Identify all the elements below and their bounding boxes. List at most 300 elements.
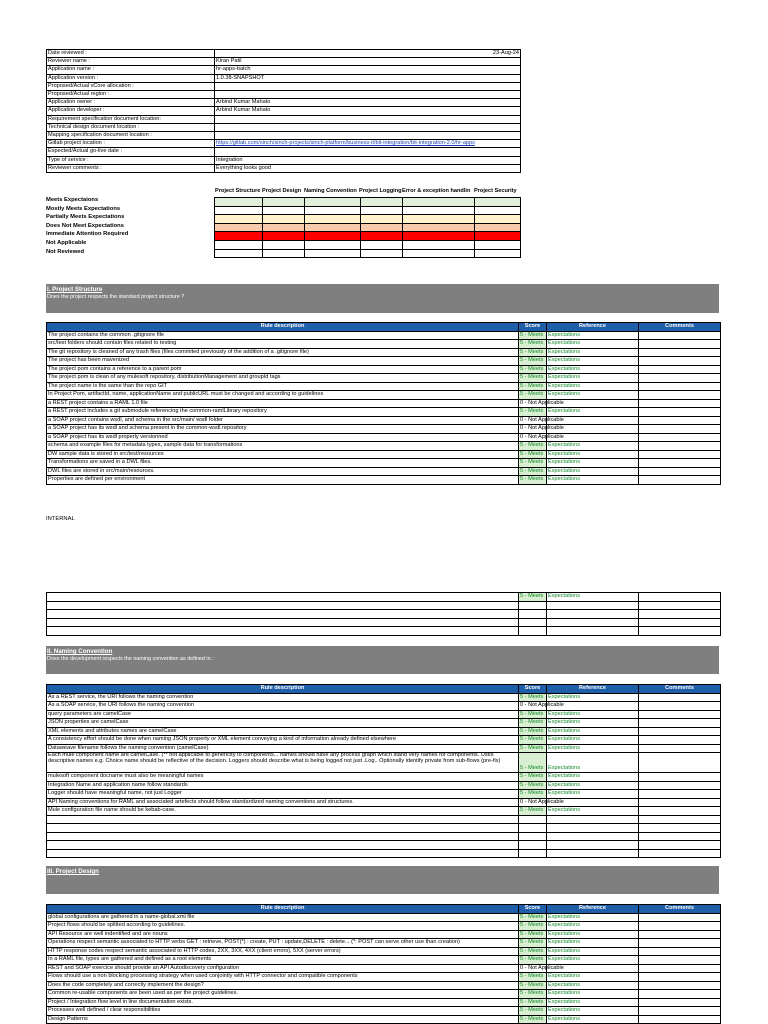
rule-cell: As a SOAP service, the URI follows the naming convention [47, 702, 519, 711]
comments-cell[interactable] [639, 736, 721, 745]
score-cell[interactable]: 5 - Meets [519, 990, 547, 999]
legend-col-project-design: Project Design [262, 188, 302, 194]
reference-cell: Expectations [547, 998, 639, 1007]
comments-cell[interactable] [639, 773, 721, 782]
legend-cell[interactable] [215, 198, 263, 207]
rule-cell: REST and SOAP exercice should provide an API Autodiscovery configuration [47, 964, 519, 973]
rule-cell: API Naming conventions for RAML and associated artefects should follow standardized naming conventions and structures. [47, 798, 519, 807]
header-comments: Comments [639, 685, 721, 694]
info-row [47, 148, 521, 156]
score-cell[interactable]: 5 - Meets [519, 476, 547, 485]
comments-cell[interactable] [639, 841, 721, 850]
reference-cell: Expectations [547, 357, 639, 366]
comments-cell[interactable] [639, 744, 721, 753]
info-label: Expected/Actual go-live date : [47, 148, 215, 156]
header-score: Score [519, 685, 547, 694]
legend-cell[interactable] [263, 249, 305, 258]
comments-cell[interactable] [639, 442, 721, 451]
score-cell[interactable]: 5 - Meets [519, 374, 547, 383]
score-cell[interactable]: 0 - Not Applicable [520, 964, 564, 971]
comments-cell[interactable] [639, 408, 721, 417]
comments-cell[interactable] [639, 702, 721, 711]
comments-cell[interactable] [639, 476, 721, 485]
reference-cell: Expectations [547, 382, 639, 391]
info-value[interactable]: https://gitlab.com/sinch/sinch-projects/sinch-platform/business-it/bit-integration/bit-integration-2.0/hr-apps [215, 140, 521, 148]
legend-col-error-handling: Error & exception handlin [402, 188, 471, 194]
legend-col-project-logging: Project Logging [359, 188, 402, 194]
comments-cell[interactable] [639, 593, 721, 602]
table-row [47, 973, 721, 982]
rule-cell: The project contains the common .gitignore file [47, 331, 519, 340]
rule-cell: JSON properties are camelCase [47, 719, 519, 728]
legend-cell[interactable] [403, 240, 475, 249]
rule-cell: a SOAP project has its wsdl and schema present in the common-wsdl repository [47, 425, 519, 434]
comments-cell[interactable] [639, 727, 721, 736]
score-cell[interactable]: 5 - Meets [519, 736, 547, 745]
info-row [47, 74, 521, 82]
score-cell[interactable]: 5 - Meets [519, 442, 547, 451]
header-comments: Comments [639, 905, 721, 914]
legend-cell[interactable] [305, 215, 361, 224]
comments-cell[interactable] [639, 399, 721, 408]
score-cell[interactable]: 0 - Not Applicable [520, 425, 564, 431]
table-row [47, 601, 721, 610]
reference-cell: Expectations [547, 408, 639, 417]
info-row [47, 156, 521, 164]
legend-cell[interactable] [475, 249, 521, 258]
rule-cell: The project has been mavenized [47, 357, 519, 366]
comments-cell[interactable] [639, 990, 721, 999]
comments-cell[interactable] [639, 450, 721, 459]
score-cell[interactable]: 0 - Not Applicable [520, 416, 564, 423]
table-row [47, 408, 721, 417]
comments-cell[interactable] [639, 467, 721, 476]
rule-cell: A consistency effort should be done when naming JSON property or XML element conveying a kind of information already defined elsewhere [47, 736, 519, 745]
comments-cell[interactable] [639, 340, 721, 349]
score-cell[interactable]: 0 - Not Applicable [520, 399, 564, 406]
empty-cell [547, 824, 639, 833]
rule-cell: schema and example files for metadata types, sample data for transformations [47, 442, 519, 451]
reference-cell: Expectations [547, 593, 639, 602]
comments-cell[interactable] [639, 693, 721, 702]
comments-cell[interactable] [639, 391, 721, 400]
header-score: Score [519, 323, 547, 332]
reference-cell: Expectations [547, 727, 639, 736]
reference-cell: Expectations [547, 459, 639, 468]
score-cell[interactable]: 5 - Meets [519, 593, 547, 602]
legend-cell[interactable] [215, 206, 263, 215]
legend-col-project-security: Project Security [474, 188, 517, 194]
reference-cell: Expectations [547, 939, 639, 948]
legend-cell[interactable] [215, 223, 263, 232]
comments-cell[interactable] [639, 382, 721, 391]
table-row [47, 365, 721, 374]
info-value [215, 91, 521, 99]
info-value: Everything looks good [215, 164, 521, 172]
info-row [47, 66, 521, 74]
table-row [47, 618, 721, 627]
rule-cell: Design Patterns [47, 1015, 519, 1024]
reference-cell: Expectations [547, 391, 639, 400]
empty-cell [547, 841, 639, 850]
score-cell[interactable]: 5 - Meets [519, 947, 547, 956]
reference-cell: Expectations [547, 790, 639, 799]
comments-cell[interactable] [639, 824, 721, 833]
score-cell[interactable]: 5 - Meets [519, 727, 547, 736]
legend-cell[interactable] [263, 206, 305, 215]
legend-cell[interactable] [403, 232, 475, 241]
score-cell[interactable]: 0 - Not Applicable [520, 433, 564, 440]
info-label: Proposed/Actual vCore allocation : [47, 82, 215, 90]
score-cell[interactable]: 5 - Meets [519, 450, 547, 459]
info-row [47, 82, 521, 90]
section-title: I. Project Structure [47, 286, 103, 293]
info-row [47, 132, 521, 140]
score-cell[interactable]: 5 - Meets [519, 753, 547, 773]
info-value [215, 148, 521, 156]
comments-cell[interactable] [639, 710, 721, 719]
legend-cell[interactable] [305, 198, 361, 207]
comments-cell[interactable] [639, 798, 721, 807]
score-cell[interactable]: 5 - Meets [519, 939, 547, 948]
legend-cell[interactable] [475, 206, 521, 215]
table-row [47, 610, 721, 619]
info-value: hr-apps-batch [215, 66, 521, 74]
comments-cell[interactable] [639, 433, 721, 442]
score-cell[interactable]: 5 - Meets [519, 998, 547, 1007]
legend-cell[interactable] [361, 215, 403, 224]
table-row [47, 348, 721, 357]
legend-cell[interactable] [263, 198, 305, 207]
legend-cell[interactable] [305, 223, 361, 232]
rule-cell: Does the code completely and correctly implement the design? [47, 981, 519, 990]
legend-cell[interactable] [475, 198, 521, 207]
score-cell[interactable]: 5 - Meets [519, 693, 547, 702]
reference-cell: Expectations [547, 913, 639, 922]
table-row [47, 391, 721, 400]
score-cell[interactable]: 5 - Meets [519, 340, 547, 349]
score-cell[interactable]: 5 - Meets [519, 930, 547, 939]
table-row [47, 736, 721, 745]
header-rule: Rule description [47, 905, 519, 914]
comments-cell[interactable] [639, 416, 721, 425]
rule-cell: a SOAP project has its wsdl properly versionned [47, 433, 519, 442]
legend-row [215, 232, 521, 241]
legend-cell[interactable] [305, 240, 361, 249]
empty-cell [47, 841, 519, 850]
legend-cell[interactable] [215, 215, 263, 224]
legend-cell[interactable] [475, 223, 521, 232]
comments-cell[interactable] [639, 425, 721, 434]
legend-cell[interactable] [305, 232, 361, 241]
empty-cell [519, 815, 547, 824]
table-row [47, 1015, 721, 1024]
empty-cell [519, 832, 547, 841]
legend-cell[interactable] [403, 198, 475, 207]
info-value [215, 115, 521, 123]
legend-cell[interactable] [403, 223, 475, 232]
reference-cell: Expectations [547, 922, 639, 931]
info-row [47, 164, 521, 172]
legend-cell[interactable] [215, 249, 263, 258]
legend-cell[interactable] [215, 232, 263, 241]
legend-cell[interactable] [475, 215, 521, 224]
rule-cell: Project / Integration flow level in line documentation exists. [47, 998, 519, 1007]
table-row [47, 340, 721, 349]
score-cell[interactable]: 5 - Meets [519, 382, 547, 391]
legend-label: Partially Meets Expectations [46, 214, 125, 221]
info-value: 23-Aug-24 [215, 50, 521, 58]
rule-cell: Processes well defined / clear responsibilities [47, 1007, 519, 1016]
reference-cell: Expectations [547, 340, 639, 349]
legend-cell[interactable] [305, 249, 361, 258]
comments-cell[interactable] [639, 832, 721, 841]
rule-cell: DWL files are stored in src/main/resources. [47, 467, 519, 476]
comments-cell[interactable] [639, 753, 721, 773]
empty-cell [547, 815, 639, 824]
legend-cell[interactable] [361, 240, 403, 249]
comments-cell[interactable] [639, 913, 721, 922]
score-cell[interactable]: 5 - Meets [519, 790, 547, 799]
rule-cell: src/test folders should contain files related to testing [47, 340, 519, 349]
section-subtitle: Does the development respects the naming convention as defined in : [47, 656, 214, 662]
legend-cell[interactable] [475, 240, 521, 249]
table-row [47, 930, 721, 939]
table-row [47, 476, 721, 485]
legend-label: Not Reviewed [46, 248, 85, 255]
legend-col-naming-convention: Naming Convention [304, 188, 357, 194]
rule-cell: HTTP response codes respect semantic associated to HTTP codes, 2XX, 3XX, 4XX (client errors), 5XX (server errors) [47, 947, 519, 956]
table-row [47, 593, 721, 602]
table-row [47, 956, 721, 965]
legend-cell[interactable] [403, 249, 475, 258]
comments-cell[interactable] [639, 807, 721, 816]
score-cell[interactable]: 5 - Meets [519, 973, 547, 982]
score-cell[interactable]: 5 - Meets [519, 391, 547, 400]
internal-label: INTERNAL [46, 516, 75, 522]
legend-col-project-structure: Project Structure [215, 188, 261, 194]
score-cell[interactable]: 5 - Meets [519, 467, 547, 476]
score-cell[interactable]: 5 - Meets [519, 1015, 547, 1024]
score-cell[interactable]: 0 - Not Applicable [520, 798, 564, 805]
info-label: Type of service : [47, 156, 215, 164]
reference-cell: Expectations [547, 365, 639, 374]
score-cell[interactable]: 5 - Meets [519, 331, 547, 340]
info-row [47, 50, 521, 58]
info-value: 1.0.38-SNAPSHOT [215, 74, 521, 82]
info-label: Application developer : [47, 107, 215, 115]
rule-cell: global configurations are gathered in a name-global.xml file [47, 913, 519, 922]
section-header-project-structure [46, 284, 719, 313]
info-value: Integration [215, 156, 521, 164]
legend-cell[interactable] [361, 249, 403, 258]
legend-cell[interactable] [305, 206, 361, 215]
score-cell[interactable]: 5 - Meets [519, 459, 547, 468]
table-row [47, 781, 721, 790]
comments-cell[interactable] [639, 947, 721, 956]
legend-cell[interactable] [361, 206, 403, 215]
table-row [47, 824, 721, 833]
reference-cell: Expectations [547, 744, 639, 753]
rules-table-project-structure [46, 322, 721, 485]
comments-cell[interactable] [639, 981, 721, 990]
legend-cell[interactable] [215, 240, 263, 249]
rule-cell: Each mule component name are camelCase. (** not applicable to genericity to components... names should have any process graph which stand very names for components. Uses descriptive names e.g. Choice name should be reflective of the decision. Loggers should describe what is being logged not just .Log.. Optionally identify private from sub-flows (pre-fix) [47, 753, 519, 773]
info-row [47, 58, 521, 66]
rule-cell: In a RAML file, types are gathered and defined as a root elements [47, 956, 519, 965]
table-row [47, 416, 721, 425]
rule-cell: a REST project includes a git submodule referencing the common-ramlLibrary repository [47, 408, 519, 417]
score-cell[interactable]: 5 - Meets [519, 807, 547, 816]
comments-cell[interactable] [639, 849, 721, 858]
info-label: Gitlab project location : [47, 140, 215, 148]
table-row [47, 981, 721, 990]
header-rule: Rule description [47, 323, 519, 332]
table-row [47, 753, 721, 773]
rule-cell: DW sample data is stored in src/test/resources [47, 450, 519, 459]
comments-cell[interactable] [639, 790, 721, 799]
comments-cell[interactable] [639, 922, 721, 931]
info-label: Reviewer comments : [47, 164, 215, 172]
comments-cell[interactable] [639, 357, 721, 366]
comments-cell[interactable] [639, 348, 721, 357]
reference-cell: Expectations [547, 773, 639, 782]
comments-cell[interactable] [639, 459, 721, 468]
legend-label: Immediate Attention Required [46, 231, 129, 238]
legend-cell[interactable] [361, 232, 403, 241]
table-row [47, 939, 721, 948]
info-label: Technical design document location : [47, 123, 215, 131]
table-row [47, 841, 721, 850]
info-row [47, 99, 521, 107]
legend-cell[interactable] [263, 223, 305, 232]
info-label: Proposed/Actual region : [47, 91, 215, 99]
section-title: II. Naming Convention [47, 648, 113, 655]
table-row [47, 807, 721, 816]
table-row [47, 719, 721, 728]
comments-cell[interactable] [639, 939, 721, 948]
score-cell[interactable]: 5 - Meets [519, 710, 547, 719]
info-value [215, 132, 521, 140]
table-row [47, 425, 721, 434]
legend-cell[interactable] [403, 206, 475, 215]
empty-cell [519, 841, 547, 850]
comments-cell[interactable] [639, 719, 721, 728]
rule-cell: Logger should have meaningful name, not just Logger [47, 790, 519, 799]
info-label: Requirement specification document location: [47, 115, 215, 123]
legend-cell[interactable] [475, 232, 521, 241]
legend-row [215, 198, 521, 207]
score-cell[interactable]: 5 - Meets [519, 1007, 547, 1016]
info-value [215, 123, 521, 131]
score-cell[interactable]: 5 - Meets [519, 408, 547, 417]
review-info-table [46, 49, 521, 173]
reference-cell: Expectations [547, 736, 639, 745]
score-cell[interactable]: 5 - Meets [519, 719, 547, 728]
table-row [47, 790, 721, 799]
comments-cell[interactable] [639, 781, 721, 790]
rule-cell: Operations respect semantic associated to HTTP verbs GET : retrieve, POST(*) : create, PUT : update,DELETE : delete... (*: POST can serve other use than creation) [47, 939, 519, 948]
empty-cell [519, 824, 547, 833]
score-cell[interactable]: 5 - Meets [519, 744, 547, 753]
rule-cell: XML elements and attributes names are camelCase [47, 727, 519, 736]
score-cell[interactable]: 5 - Meets [519, 348, 547, 357]
table-row [47, 374, 721, 383]
comments-cell[interactable] [639, 956, 721, 965]
legend-cell[interactable] [263, 240, 305, 249]
legend-grid [214, 197, 521, 258]
comments-cell[interactable] [639, 331, 721, 340]
comments-cell[interactable] [639, 930, 721, 939]
table-row [47, 459, 721, 468]
empty-cell [547, 849, 639, 858]
table-row [47, 832, 721, 841]
legend-row [215, 206, 521, 215]
reference-cell: Expectations [547, 467, 639, 476]
header-score: Score [519, 905, 547, 914]
table-row [47, 433, 721, 442]
rule-cell: a SOAP project contains wsdl, and schema in the src/main/ wsdl folder [47, 416, 519, 425]
legend-cell[interactable] [263, 215, 305, 224]
comments-cell[interactable] [639, 365, 721, 374]
table-header-row [47, 905, 721, 914]
comments-cell[interactable] [639, 815, 721, 824]
score-cell[interactable]: 5 - Meets [519, 773, 547, 782]
legend-label: Not Applicable [46, 240, 87, 246]
legend-cell[interactable] [403, 215, 475, 224]
legend-cell[interactable] [361, 198, 403, 207]
score-cell[interactable]: 5 - Meets [519, 365, 547, 374]
legend-row [215, 240, 521, 249]
reference-cell: Expectations [547, 374, 639, 383]
comments-cell[interactable] [639, 998, 721, 1007]
legend-cell[interactable] [361, 223, 403, 232]
rule-cell: The project name is the same than the repo GIT [47, 382, 519, 391]
table-row [47, 990, 721, 999]
reference-cell: Expectations [547, 1015, 639, 1024]
info-row [47, 91, 521, 99]
rule-cell: The git repository is cleaned of any trash files (files commited previously of the addition of a .gitignore file) [47, 348, 519, 357]
comments-cell[interactable] [639, 973, 721, 982]
info-label: Application version : [47, 74, 215, 82]
rule-cell: Flows should use a non blocking processing strategy when used conjointly with HTTP connector and compatible components [47, 973, 519, 982]
info-label: Application name : [47, 66, 215, 74]
comments-cell[interactable] [639, 1015, 721, 1024]
score-cell[interactable]: 5 - Meets [519, 956, 547, 965]
rule-cell: Project flows should be splitted according to guidelines. [47, 922, 519, 931]
score-cell[interactable]: 5 - Meets [519, 357, 547, 366]
info-row [47, 107, 521, 115]
score-cell[interactable]: 5 - Meets [519, 981, 547, 990]
comments-cell[interactable] [639, 964, 721, 973]
rules-table-project-design [46, 904, 721, 1024]
table-row [47, 331, 721, 340]
score-cell[interactable]: 5 - Meets [519, 781, 547, 790]
info-label: Reviewer name : [47, 58, 215, 66]
rule-cell: mulesoft component docname must also be meaningful names [47, 773, 519, 782]
empty-cell [47, 824, 519, 833]
legend-cell[interactable] [263, 232, 305, 241]
score-cell[interactable]: 0 - Not Applicable [520, 702, 564, 708]
header-rule: Rule description [47, 685, 519, 694]
score-cell[interactable]: 5 - Meets [519, 922, 547, 931]
rule-cell: Mule configuration file name should be kebab-case. [47, 807, 519, 816]
info-label: Mapping specification document location : [47, 132, 215, 140]
comments-cell[interactable] [639, 374, 721, 383]
score-cell[interactable]: 5 - Meets [519, 913, 547, 922]
header-reference: Reference [547, 685, 639, 694]
comments-cell[interactable] [639, 1007, 721, 1016]
